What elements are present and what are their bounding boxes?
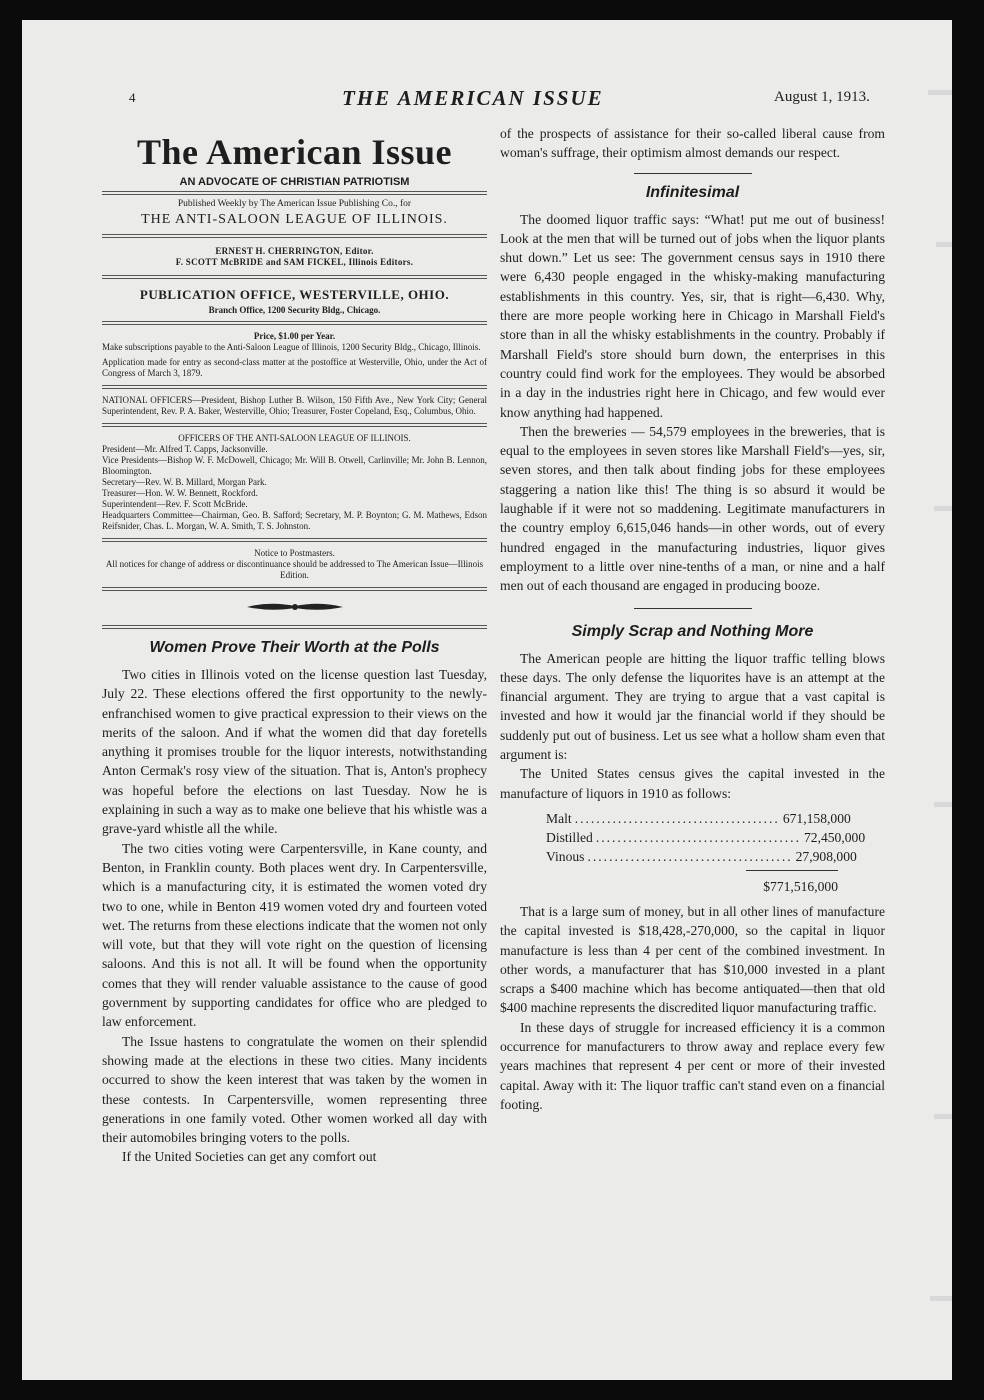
table-value: 671,158,000 bbox=[782, 810, 851, 826]
article-women-continued bbox=[500, 124, 885, 163]
national-officers: NATIONAL OFFICERS—President, Bishop Luther B. Wilson, 150 Fifth Ave., New York City; General Superintendent, Rev. P. A. Baker, Westerville, Ohio; Treasurer, Foster Copeland, Esq., Columbus, Ohio. bbox=[102, 395, 487, 416]
left-column bbox=[102, 124, 487, 1167]
leader-dots: ...................................... bbox=[574, 810, 780, 826]
paragraph: That is a large sum of money, but in all other lines of manufacture the capital invested is $18,428,-270,000, so the capital in liquor manufacture is less than 4 per cent of the combined investment. In other words, a manufacturer that has $10,000 invested in a plant scraps a $400 machine which has become antiquated—then that old $400 machine represents the discredited liquor manufacturing traffic. bbox=[500, 903, 885, 1016]
application-note: Application made for entry as second-class matter at the postoffice at Westerville, Ohio, under the Act of Congress of March 3, 1879. bbox=[102, 357, 487, 378]
paragraph: Two cities in Illinois voted on the license question last Tuesday, July 22. These elections offered the first opportunity to the newly-enfranchised women to give practical expression to their views on the merits of the saloon. And if what the women did that day foretells anything it promises trouble for the liquor interests, notwithstanding Anton Cermak's rosy view of the situation. That is, Anton's prophecy was hopeful before the elections on last Tuesday. Now he is explaining in such a way as to make one believe that his whistle was a grave-yard whistle all the while. bbox=[102, 667, 487, 837]
published-by: Published Weekly by The American Issue Publishing Co., for bbox=[177, 199, 412, 209]
paragraph: In these days of struggle for increased efficiency it is a common occurrence for manufacturers to throw away and replace every few years machines that represent 4 per cent or more of their invested capital. Away with it: The liquor traffic can't stand even on a financial footing. bbox=[500, 1019, 885, 1112]
divider bbox=[102, 234, 487, 238]
article-heading: Simply Scrap and Nothing More bbox=[571, 622, 814, 640]
divider bbox=[102, 423, 487, 427]
table-label: Distilled bbox=[546, 829, 593, 845]
table-label: Malt bbox=[546, 810, 572, 826]
table-value: 72,450,000 bbox=[803, 829, 866, 845]
illinois-officers-heading: OFFICERS OF THE ANTI-SALOON LEAGUE OF ILLINOIS. bbox=[178, 433, 411, 443]
officer-line: Vice Presidents—Bishop W. F. McDowell, Chicago; Mr. Will B. Otwell, Carlinville; Mr. John B. Lennon, Bloomington. bbox=[102, 455, 487, 476]
edge-mark bbox=[934, 506, 952, 511]
price-block bbox=[102, 331, 487, 379]
divider bbox=[102, 587, 487, 591]
article-heading: Women Prove Their Worth at the Polls bbox=[149, 639, 440, 656]
issue-date: August 1, 1913. bbox=[774, 89, 870, 105]
page-number: 4 bbox=[129, 90, 136, 105]
postmasters-notice bbox=[102, 548, 487, 581]
officer-line: Superintendent—Rev. F. Scott McBride. bbox=[102, 499, 248, 509]
paragraph: The two cities voting were Carpentersville, in Kane county, and Benton, in Franklin county. Both places went dry. In Carpentersville, which is a manufacturing city, it is estimated the women voted dry two to one, while in Benton 419 women voted dry and fourteen voted wet. The returns from these elections indicate that the women not only will vote, but that they will vote right on the question of licensing saloons. And this is not all. It will be found when the opportunity comes that they will render valuable assistance to the cause of good government by supporting candidates for office who are pledged to law enforcement. bbox=[102, 840, 487, 1030]
price: Price, $1.00 per Year. bbox=[253, 331, 336, 341]
league-name: THE ANTI-SALOON LEAGUE OF ILLINOIS. bbox=[141, 212, 448, 227]
divider bbox=[102, 191, 487, 195]
paragraph: Then the breweries — 54,579 employees in the breweries, that is equal to the employees in seven stores like Marshall Field's—yes, sir, seven stores, and then talk about finding jobs for these employees staggering a nation like this! The thing is so absurd it would be laughable if it were not so maddening. Legitimate manufacturers in the country employ 6,615,046 hands—in other words, out of every hundred engaged in the manufacturing industries, liquor gives employment to a little over nine-tenths of a man, or nine and a half men out of each thousand are engaged in producing booze. bbox=[500, 423, 885, 594]
article-women bbox=[102, 665, 487, 1167]
editor-line: ERNEST H. CHERRINGTON, Editor. bbox=[215, 246, 374, 256]
running-title: THE AMERICAN ISSUE bbox=[342, 86, 604, 110]
subscriptions-note: Make subscriptions payable to the Anti-Saloon League of Illinois, 1200 Security Bldg., Chicago, Illinois. bbox=[102, 342, 481, 352]
postmasters-text: All notices for change of address or discontinuance should be addressed to The American Issue—Illinois Edition. bbox=[105, 559, 484, 580]
ornament-icon bbox=[245, 599, 345, 615]
leader-dots: ...................................... bbox=[587, 848, 793, 864]
right-column bbox=[500, 124, 885, 1114]
divider bbox=[634, 173, 752, 174]
table-row bbox=[546, 828, 866, 847]
paragraph: The doomed liquor traffic says: “What! put me out of business! Look at the men that will be turned out of jobs when the liquor plants shut down.” Let us see: The government census says in 1910 there were 6,430 people engaged in the whisky-making manufacturing establishments in this country. Yes, sir, that is right—6,430. Why, there are more people working here in Chicago in Marshall Field's store than in all the whisky establishments in the country. Probably if Marshall Field's store should burn down, the enterprises in this country could find work for the employees. They would be absorbed in a day in the industries right here in Chicago, and few would ever know anything had happened. bbox=[500, 211, 885, 420]
illinois-officers bbox=[102, 433, 487, 532]
table-label: Vinous bbox=[546, 848, 585, 864]
illinois-editors-line: F. SCOTT McBRIDE and SAM FICKEL, Illinois Editors. bbox=[175, 257, 414, 267]
edge-mark bbox=[930, 1296, 952, 1301]
officer-line: Secretary—Rev. W. B. Millard, Morgan Park. bbox=[102, 477, 267, 487]
publication-office: PUBLICATION OFFICE, WESTERVILLE, OHIO. bbox=[139, 287, 450, 302]
divider bbox=[102, 538, 487, 542]
newspaper-page bbox=[22, 20, 952, 1380]
edge-mark bbox=[934, 802, 952, 807]
table-value: 27,908,000 bbox=[795, 848, 857, 864]
paragraph: The American people are hitting the liquor traffic telling blows these days. The only defense the liquorites have is an attempt at the financial argument. They are trying to argue that a vast capital is invested and how it would jar the financial world if they should be suddenly put out of business. Let us see what a hollow sham even that argument is: bbox=[500, 650, 885, 763]
capital-table bbox=[546, 809, 866, 896]
table-row bbox=[546, 847, 857, 866]
table-total: $771,516,000 bbox=[763, 878, 838, 894]
total-rule bbox=[746, 870, 838, 871]
paragraph: of the prospects of assistance for their so-called liberal cause from woman's suffrage, their optimism almost demands our respect. bbox=[500, 126, 885, 161]
officer-line: Headquarters Committee—Chairman, Geo. B. Safford; Secretary, M. P. Boynton; G. M. Mathews, Edson Reifsnider, Chas. L. Morgan, W. A. Smith, T. S. Johnston. bbox=[102, 510, 487, 531]
edge-mark bbox=[934, 1114, 952, 1119]
running-head bbox=[22, 86, 952, 110]
divider bbox=[102, 275, 487, 279]
paragraph: If the United Societies can get any comfort out bbox=[122, 1149, 377, 1165]
divider bbox=[634, 608, 752, 609]
branch-office: Branch Office, 1200 Security Bldg., Chicago. bbox=[208, 305, 381, 315]
divider bbox=[102, 385, 487, 389]
postmasters-heading: Notice to Postmasters. bbox=[254, 548, 335, 558]
editors-block bbox=[102, 246, 487, 268]
paragraph: The Issue hastens to congratulate the women on their splendid showing made at the elections in these two cities. Many incidents occurred to show the keen interest that was taken by the women in these contests. In Carpentersville, women representing three generations in one family voted. Other women worked all day with their automobiles bringing voters to the polls. bbox=[102, 1033, 487, 1146]
officer-line: Treasurer—Hon. W. W. Bennett, Rockford. bbox=[102, 488, 258, 498]
table-row bbox=[546, 809, 851, 828]
article-heading: Infinitesimal bbox=[645, 183, 740, 201]
officer-line: President—Mr. Alfred T. Capps, Jacksonville. bbox=[102, 444, 268, 454]
paragraph: The United States census gives the capital invested in the manufacture of liquors in 1910 as follows: bbox=[500, 766, 885, 801]
masthead-subtitle: AN ADVOCATE OF CHRISTIAN PATRIOTISM bbox=[179, 176, 410, 188]
article-infinitesimal bbox=[500, 210, 885, 596]
leader-dots: ...................................... bbox=[595, 829, 801, 845]
article-scrap bbox=[500, 649, 885, 1115]
edge-mark bbox=[936, 242, 952, 247]
divider bbox=[102, 625, 487, 629]
divider bbox=[102, 321, 487, 325]
masthead-title: The American Issue bbox=[137, 132, 452, 172]
